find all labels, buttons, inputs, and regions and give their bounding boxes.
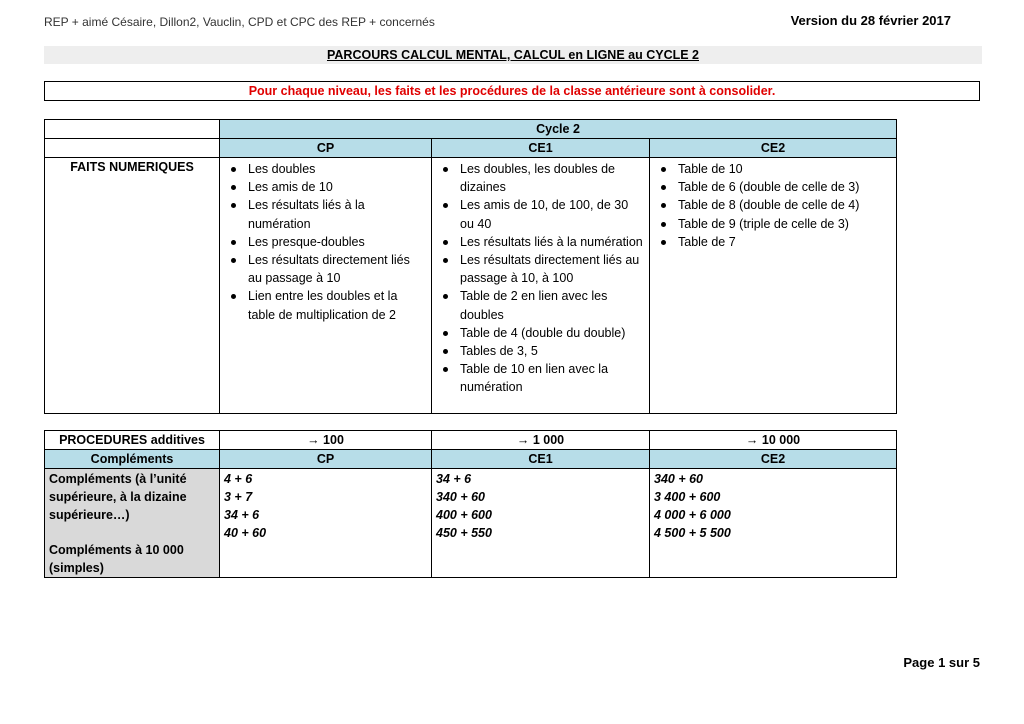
cp-facts-list: [224, 160, 427, 324]
level-header-cp: CP: [220, 139, 432, 158]
level-header-ce2-2: CE2: [650, 450, 897, 469]
target-100: → 100: [220, 431, 432, 450]
level-header-ce1-2: CE1: [432, 450, 650, 469]
ce1-fact-item: Table de 2 en lien avec les doubles: [436, 287, 645, 323]
ce1-fact-item: Table de 4 (double du double): [436, 324, 645, 342]
faits-numeriques-label: FAITS NUMERIQUES: [45, 158, 220, 414]
ce2-calc: 340 + 60: [654, 472, 704, 486]
ce2-calc: 4 500 + 5 500: [654, 526, 731, 540]
cp-facts-cell: [220, 158, 432, 414]
ce1-fact-item: Les amis de 10, de 100, de 30 ou 40: [436, 196, 645, 232]
cp-complements-cell: [220, 469, 432, 578]
ce1-fact-item: Tables de 3, 5: [436, 342, 645, 360]
empty-corner-cell-2: [45, 139, 220, 158]
cp-calc: 3 + 7: [224, 490, 253, 504]
ce1-calc: 340 + 60: [436, 490, 486, 504]
ce1-fact-item: Les résultats liés à la numération: [436, 233, 645, 251]
level-header-ce2: CE2: [650, 139, 897, 158]
cp-fact-item: Les résultats directement liés au passage à 10: [224, 251, 427, 287]
cycle-header: Cycle 2: [220, 120, 897, 139]
target-1000: → 1 000: [432, 431, 650, 450]
faits-numeriques-table: [44, 119, 897, 414]
procedures-additives-label: PROCEDURES additives: [45, 431, 220, 450]
ce1-fact-item: Les résultats directement liés au passage à 10, à 100: [436, 251, 645, 287]
ce2-calc: 4 000 + 6 000: [654, 508, 731, 522]
cp-calc: 40 + 60: [224, 526, 267, 540]
ce2-calc: 3 400 + 600: [654, 490, 721, 504]
ce1-calc: 450 + 550: [436, 526, 492, 540]
cp-calc: 4 + 6: [224, 472, 253, 486]
ce1-facts-cell: [432, 158, 650, 414]
ce1-fact-item: Table de 10 en lien avec la numération: [436, 360, 645, 396]
cp-fact-item: Les amis de 10: [224, 178, 427, 196]
ce2-fact-item: Table de 6 (double de celle de 3): [654, 178, 892, 196]
cp-fact-item: Les presque-doubles: [224, 233, 427, 251]
complements-description: Compléments (à l’unité supérieure, à la dizaine supérieure…): [49, 472, 187, 522]
ce1-fact-item: Les doubles, les doubles de dizaines: [436, 160, 645, 196]
ce2-facts-list: [654, 160, 892, 251]
ce1-facts-list: [436, 160, 645, 397]
target-10000: → 10 000: [650, 431, 897, 450]
cp-fact-item: Lien entre les doubles et la table de multiplication de 2: [224, 287, 427, 323]
ce1-calc: 34 + 6: [436, 472, 472, 486]
cp-calc: 34 + 6: [224, 508, 260, 522]
document-title: PARCOURS CALCUL MENTAL, CALCUL en LIGNE au CYCLE 2: [44, 46, 982, 64]
cp-fact-item: Les résultats liés à la numération: [224, 196, 427, 232]
complements-header: Compléments: [45, 450, 220, 469]
ce1-calc: 400 + 600: [436, 508, 492, 522]
header-authors: REP + aimé Césaire, Dillon2, Vauclin, CPD et CPC des REP + concernés: [44, 15, 435, 29]
consolidation-note: Pour chaque niveau, les faits et les procédures de la classe antérieure sont à consolider.: [44, 81, 980, 101]
level-header-ce1: CE1: [432, 139, 650, 158]
cp-fact-item: Les doubles: [224, 160, 427, 178]
complements-10000-description: Compléments à 10 000 (simples): [49, 543, 184, 575]
complements-description-cell: [45, 469, 220, 578]
ce2-fact-item: Table de 7: [654, 233, 892, 251]
ce2-complements-cell: [650, 469, 897, 578]
procedures-additives-table: [44, 430, 897, 578]
header-version: Version du 28 février 2017: [790, 13, 951, 28]
ce2-fact-item: Table de 10: [654, 160, 892, 178]
ce2-facts-cell: [650, 158, 897, 414]
empty-corner-cell: [45, 120, 220, 139]
ce2-fact-item: Table de 9 (triple de celle de 3): [654, 215, 892, 233]
ce1-complements-cell: [432, 469, 650, 578]
ce2-fact-item: Table de 8 (double de celle de 4): [654, 196, 892, 214]
level-header-cp-2: CP: [220, 450, 432, 469]
page-number: Page 1 sur 5: [903, 655, 980, 670]
